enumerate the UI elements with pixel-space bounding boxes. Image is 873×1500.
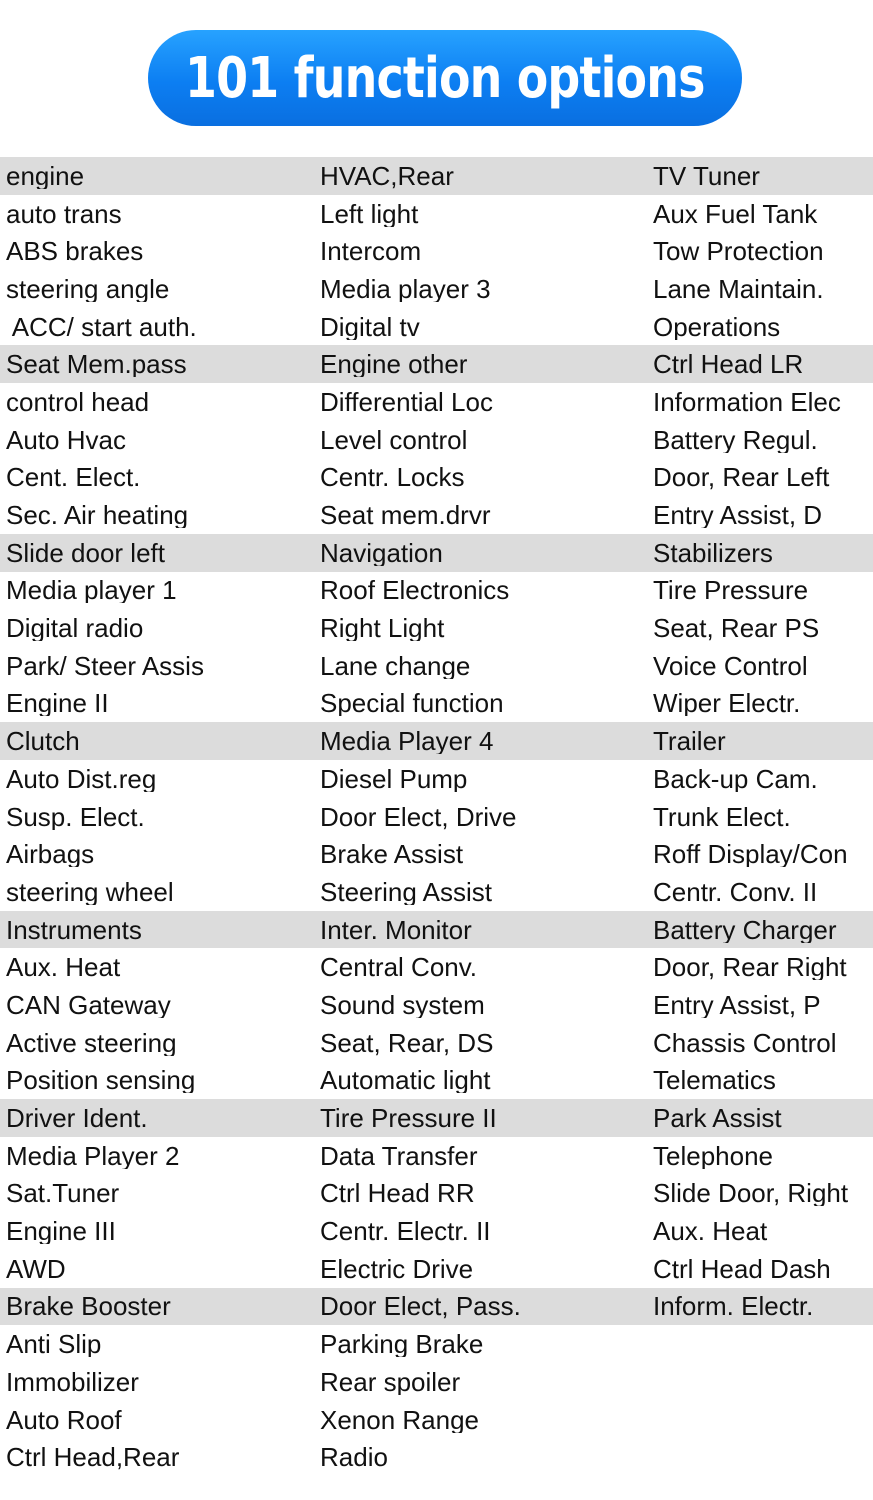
function-option-cell: Wiper Electr. <box>653 690 801 717</box>
function-option-cell: Door Elect, Drive <box>320 803 517 830</box>
table-row <box>0 1062 873 1100</box>
function-option-cell: Media Player 4 <box>320 728 494 755</box>
function-option-cell: Engine III <box>6 1218 116 1245</box>
function-option-cell: Seat, Rear, DS <box>320 1029 494 1056</box>
table-row <box>0 798 873 836</box>
table-row <box>0 1288 873 1326</box>
function-option-cell: Sat.Tuner <box>6 1180 120 1207</box>
table-row <box>0 270 873 308</box>
function-option-cell: Right Light <box>320 615 445 642</box>
function-option-cell: Tow Protection <box>653 238 824 265</box>
function-option-cell: Rear spoiler <box>320 1368 461 1395</box>
function-option-cell: Ctrl Head Dash <box>653 1255 831 1282</box>
function-option-cell: Aux Fuel Tank <box>653 200 818 227</box>
table-row <box>0 1137 873 1175</box>
table-row <box>0 1363 873 1401</box>
function-option-cell: AWD <box>6 1255 66 1282</box>
function-option-cell: Operations <box>653 313 781 340</box>
table-row <box>0 760 873 798</box>
function-option-cell: Battery Charger <box>653 916 837 943</box>
table-row <box>0 308 873 346</box>
table-row <box>0 1175 873 1213</box>
function-option-cell: Digital tv <box>320 313 420 340</box>
function-option-cell: Digital radio <box>6 615 144 642</box>
function-option-cell: Instruments <box>6 916 142 943</box>
function-option-cell: Media player 3 <box>320 275 491 302</box>
table-row <box>0 609 873 647</box>
function-option-cell: Tire Pressure <box>653 577 809 604</box>
function-option-cell: Auto Roof <box>6 1406 122 1433</box>
function-option-cell: control head <box>6 388 150 415</box>
function-option-cell: Information Elec <box>653 388 841 415</box>
function-options-table <box>0 157 873 1476</box>
table-row <box>0 835 873 873</box>
function-option-cell: Door, Rear Right <box>653 954 847 981</box>
function-option-cell: Aux. Heat <box>653 1218 768 1245</box>
function-option-cell: Media player 1 <box>6 577 177 604</box>
function-option-cell: Electric Drive <box>320 1255 474 1282</box>
function-option-cell: Entry Assist, P <box>653 991 821 1018</box>
function-option-cell: Steering Assist <box>320 878 492 905</box>
function-option-cell: auto trans <box>6 200 122 227</box>
function-option-cell: Centr. Electr. II <box>320 1218 491 1245</box>
table-row <box>0 911 873 949</box>
function-option-cell: Susp. Elect. <box>6 803 145 830</box>
function-option-cell: Door, Rear Left <box>653 464 830 491</box>
function-option-cell: Data Transfer <box>320 1142 478 1169</box>
function-option-cell: Inter. Monitor <box>320 916 472 943</box>
table-row <box>0 195 873 233</box>
table-row <box>0 572 873 610</box>
function-option-cell: Automatic light <box>320 1067 491 1094</box>
function-option-cell: Trunk Elect. <box>653 803 791 830</box>
function-option-cell: Ctrl Head RR <box>320 1180 475 1207</box>
function-option-cell: Roof Electronics <box>320 577 510 604</box>
function-option-cell: Stabilizers <box>653 539 773 566</box>
function-option-cell: Lane change <box>320 652 471 679</box>
function-option-cell: Media Player 2 <box>6 1142 180 1169</box>
function-option-cell: Seat Mem.pass <box>6 351 187 378</box>
function-option-cell: Lane Maintain. <box>653 275 824 302</box>
table-row <box>0 1024 873 1062</box>
function-option-cell: Navigation <box>320 539 443 566</box>
function-option-cell: Left light <box>320 200 419 227</box>
function-option-cell: Parking Brake <box>320 1331 484 1358</box>
table-row <box>0 157 873 195</box>
function-option-cell: CAN Gateway <box>6 991 171 1018</box>
function-option-cell: Park/ Steer Assis <box>6 652 204 679</box>
function-option-cell: steering angle <box>6 275 170 302</box>
table-row <box>0 345 873 383</box>
function-option-cell: Battery Regul. <box>653 426 818 453</box>
function-option-cell: Trailer <box>653 728 726 755</box>
function-option-cell: Telematics <box>653 1067 776 1094</box>
table-row <box>0 722 873 760</box>
function-option-cell: Xenon Range <box>320 1406 480 1433</box>
table-row <box>0 948 873 986</box>
function-option-cell: Engine other <box>320 351 468 378</box>
function-option-cell: Ctrl Head,Rear <box>6 1444 180 1471</box>
function-option-cell: Special function <box>320 690 504 717</box>
table-row <box>0 685 873 723</box>
function-option-cell: Differential Loc <box>320 388 493 415</box>
function-option-cell: Engine II <box>6 690 109 717</box>
function-option-cell: Telephone <box>653 1142 773 1169</box>
function-option-cell: Auto Dist.reg <box>6 765 157 792</box>
function-option-cell: Centr. Conv. II <box>653 878 818 905</box>
function-option-cell: Slide door left <box>6 539 165 566</box>
table-row <box>0 534 873 572</box>
function-option-cell: ACC/ start auth. <box>6 313 197 340</box>
function-option-cell: Roff Display/Con <box>653 841 848 868</box>
function-option-cell: Seat, Rear PS <box>653 615 820 642</box>
table-row <box>0 647 873 685</box>
function-option-cell: Sec. Air heating <box>6 502 189 529</box>
function-option-cell: Active steering <box>6 1029 177 1056</box>
page-title: 101 function options <box>185 45 705 111</box>
function-option-cell: Immobilizer <box>6 1368 139 1395</box>
function-option-cell: ABS brakes <box>6 238 144 265</box>
function-option-cell: Aux. Heat <box>6 954 121 981</box>
function-option-cell: steering wheel <box>6 878 174 905</box>
table-row <box>0 1401 873 1439</box>
function-option-cell: Auto Hvac <box>6 426 126 453</box>
table-row <box>0 873 873 911</box>
function-option-cell: Airbags <box>6 841 95 868</box>
function-option-cell: Sound system <box>320 991 485 1018</box>
table-row <box>0 1325 873 1363</box>
table-row <box>0 232 873 270</box>
table-row <box>0 1099 873 1137</box>
table-row <box>0 421 873 459</box>
function-option-cell: Position sensing <box>6 1067 196 1094</box>
function-option-cell: Brake Assist <box>320 841 464 868</box>
function-option-cell: Cent. Elect. <box>6 464 141 491</box>
function-option-cell: Chassis Control <box>653 1029 837 1056</box>
table-row <box>0 1212 873 1250</box>
function-option-cell: Intercom <box>320 238 422 265</box>
function-option-cell: Brake Booster <box>6 1293 171 1320</box>
function-option-cell: Back-up Cam. <box>653 765 818 792</box>
function-option-cell: Clutch <box>6 728 80 755</box>
function-option-cell: Driver Ident. <box>6 1105 148 1132</box>
function-option-cell: TV Tuner <box>653 162 760 189</box>
function-option-cell: Park Assist <box>653 1105 782 1132</box>
function-option-cell: Central Conv. <box>320 954 478 981</box>
table-row <box>0 1438 873 1476</box>
title-banner <box>148 30 742 126</box>
function-option-cell: Level control <box>320 426 468 453</box>
function-option-cell: Seat mem.drvr <box>320 502 491 529</box>
table-row <box>0 383 873 421</box>
function-option-cell: HVAC,Rear <box>320 162 454 189</box>
function-option-cell: Ctrl Head LR <box>653 351 804 378</box>
function-option-cell: Door Elect, Pass. <box>320 1293 521 1320</box>
table-row <box>0 986 873 1024</box>
function-option-cell: Voice Control <box>653 652 808 679</box>
function-option-cell: Tire Pressure II <box>320 1105 497 1132</box>
table-row <box>0 459 873 497</box>
function-option-cell: engine <box>6 162 85 189</box>
function-option-cell: Inform. Electr. <box>653 1293 814 1320</box>
table-row <box>0 496 873 534</box>
function-option-cell: Entry Assist, D <box>653 502 823 529</box>
function-option-cell: Radio <box>320 1444 388 1471</box>
function-option-cell: Centr. Locks <box>320 464 465 491</box>
function-option-cell: Slide Door, Right <box>653 1180 849 1207</box>
table-row <box>0 1250 873 1288</box>
function-option-cell: Diesel Pump <box>320 765 468 792</box>
function-option-cell: Anti Slip <box>6 1331 102 1358</box>
